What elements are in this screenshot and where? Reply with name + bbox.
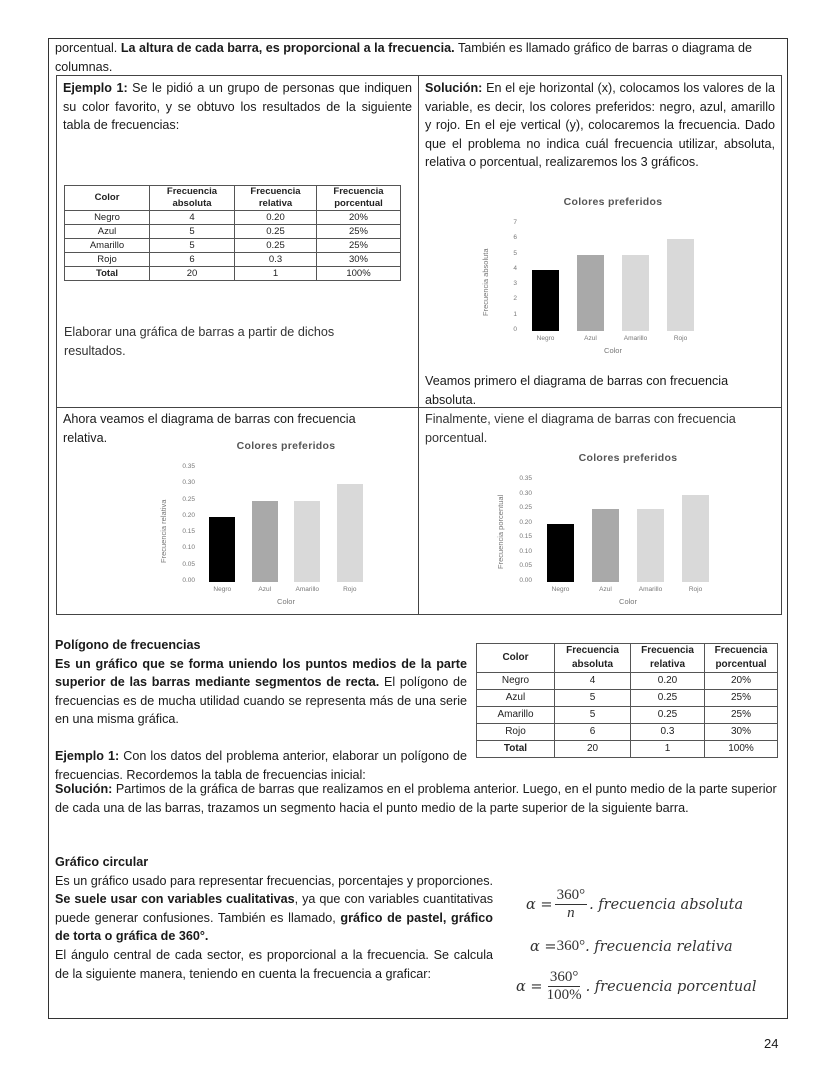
y-tick-label: 2 [513, 295, 517, 303]
y-tick-label: 4 [513, 264, 517, 272]
x-tick-label: Azul [599, 586, 612, 593]
y-tick-label: 0.20 [519, 518, 532, 526]
y-tick-label: 0.30 [182, 479, 195, 487]
polygon-heading: Polígono de frecuencias [55, 638, 201, 652]
formula-percent: α = $\frac{360^\circ}{100\%}$ . frecuencia porcentual [516, 969, 757, 1003]
x-tick-label: Rojo [673, 335, 688, 342]
example-label: Ejemplo 1: [63, 81, 128, 95]
table-row: Rojo 6 0.3 30% [477, 724, 778, 741]
example-text: Se le pidió a un grupo de personas que indiquen su color favorito, y se obtuvo los resultados de la siguiente tabla de frecuencias: [63, 81, 412, 133]
polygon-example: Ejemplo 1: Con los datos del problema anterior, elaborar un polígono de frecuencias. Recordemos la tabla de frecuencias inicial: [55, 748, 468, 782]
x-tick-label: Amarillo [638, 586, 663, 593]
bar-amarillo [637, 509, 665, 582]
table-row: Amarillo 5 0.25 25% [65, 239, 401, 253]
x-axis-label: Color [277, 597, 295, 606]
circular-angle-text: El ángulo central de cada sector, es proporcional a la frecuencia. Se calcula de la siguiente manera, teniendo en cuenta la frecuencia a graficar: [55, 947, 493, 981]
x-tick-label: Rojo [343, 586, 357, 593]
frequency-table [64, 185, 401, 281]
caption-absolute: Veamos primero el diagrama de barras con frecuencia absoluta. [425, 374, 729, 407]
relative-cell [57, 408, 419, 614]
chart-title: Colores preferidos [236, 440, 336, 452]
table-row: Negro 4 0.20 20% [477, 673, 778, 690]
example-statement [63, 79, 412, 135]
polygon-solution-label: Solución: [55, 782, 113, 796]
intro-text: porcentual. [55, 41, 121, 55]
bar-amarillo [622, 255, 650, 331]
table-row: Azul 5 0.25 25% [477, 690, 778, 707]
example-cell [57, 76, 419, 408]
header-color: Color [65, 186, 150, 211]
y-tick-label: 0.20 [182, 511, 195, 519]
y-tick-label: 0.35 [519, 475, 532, 482]
table-row: Azul 5 0.25 25% [65, 225, 401, 239]
x-tick-label: Negro [213, 586, 232, 593]
table-header-row: Color Frecuencia absoluta Frecuencia relativa Frecuencia porcentual [477, 644, 778, 673]
bar-rojo [337, 484, 363, 582]
bar-chart-percent [494, 452, 724, 612]
polygon-definition [55, 655, 467, 729]
y-tick-label: 0.30 [519, 489, 532, 497]
intro-bold: La altura de cada barra, es proporcional a la frecuencia. [120, 41, 455, 55]
bar-negro [532, 270, 560, 331]
table-header-row [65, 186, 401, 211]
caption-percent: Finalmente, viene el diagrama de barras con frecuencia porcentual. [425, 412, 736, 445]
x-axis-label: Color [619, 597, 637, 606]
polygon-definition-bold: Es un gráfico que se forma uniendo los puntos medios de la parte superior de las barras mediante segmentos de recta. [55, 656, 467, 690]
y-tick-label: 0.05 [182, 560, 195, 568]
formula-absolute: α = $\frac{360^\circ}{n}$ . frecuencia absoluta [526, 887, 744, 921]
page-number: 24 [764, 1036, 779, 1051]
bar-azul [252, 501, 278, 582]
y-tick-label: 0.10 [519, 547, 532, 555]
chart-title: Colores preferidos [578, 452, 678, 464]
x-tick-label: Azul [584, 335, 597, 342]
table-row: Amarillo 5 0.25 25% [477, 707, 778, 724]
chart-title: Colores preferidos [563, 196, 663, 208]
bar-chart-relative [157, 440, 377, 612]
polygon-frequency-table [476, 643, 778, 758]
x-tick-label: Azul [258, 586, 272, 593]
bar-rojo [682, 495, 710, 582]
table-total-row: Total 20 1 100% [65, 267, 401, 281]
percent-cell [419, 408, 781, 614]
bar-chart-absolute [479, 196, 709, 361]
solution-text: Solución: En el eje horizontal (x), colocamos los valores de la variable, es decir, los colores preferidos: negro, azul, amarillo y rojo. En el eje vertical (y), colocaremos la frecuencia. Dado que el problema no indica cuál frecuencia utilizar, absoluta, relativa o porcentual, realizaremos los 3 gráficos. [425, 81, 775, 170]
x-tick-label: Rojo [688, 586, 703, 593]
bar-chart-example-grid [56, 75, 782, 615]
y-tick-label: 0.00 [519, 577, 532, 584]
intro-text-end: También es llamado gráfico de barras o diagrama de columnas. [55, 41, 752, 74]
y-tick-label: 0.10 [182, 544, 195, 552]
bar-negro [547, 524, 575, 582]
formula-relative: α = 360° . frecuencia relativa [530, 938, 733, 955]
y-tick-label: 7 [513, 219, 517, 226]
intro-paragraph [55, 39, 783, 76]
y-tick-label: 0.35 [182, 463, 195, 470]
table-row: Rojo 6 0.3 30% [65, 253, 401, 267]
y-tick-label: 0.25 [182, 495, 195, 503]
header-relative: Frecuencia relativa [235, 186, 317, 211]
y-tick-label: 0.00 [182, 577, 195, 584]
caption-relative: Ahora veamos el diagrama de barras con frecuencia relativa. [63, 412, 356, 445]
polygon-example-label: Ejemplo 1: [55, 748, 120, 763]
x-tick-label: Negro [551, 586, 570, 593]
bar-azul [592, 509, 620, 582]
x-tick-label: Amarillo [623, 335, 648, 342]
circular-section [55, 853, 493, 983]
solution-label: Solución: [425, 81, 483, 95]
y-axis-label: Frecuencia absoluta [481, 247, 490, 316]
y-tick-label: 3 [513, 280, 517, 288]
polygon-definition-rest: El polígono de frecuencias es de mucha utilidad cuando se representa más de una serie en una misma gráfica. [55, 675, 467, 727]
y-tick-label: 6 [513, 234, 517, 242]
circular-definition: Es un gráfico usado para representar frecuencias, porcentajes y proporciones. Se suele usar con variables cualitativas, ya que con variables cuantitativas puede generar confusiones. También es llamado, gráfico de pastel, gráfico de torta o gráfica de 360°. [55, 873, 494, 944]
polygon-solution: Solución: Partimos de la gráfica de barras que realizamos en el problema anterior. Luego, en el punto medio de la parte superior de cada una de las barras, trazamos un segmento hacia el punto medio de la parte superior de la siguiente barra. [55, 782, 777, 815]
y-axis-label: Frecuencia porcentual [496, 494, 505, 569]
solution-cell [419, 76, 781, 408]
x-axis-label: Color [604, 346, 622, 355]
table-row: Negro 4 0.20 20% [65, 211, 401, 225]
circular-heading: Gráfico circular [55, 855, 149, 869]
y-tick-label: 0.05 [519, 562, 532, 570]
bar-rojo [667, 239, 695, 331]
header-percent: Frecuencia porcentual [317, 186, 401, 211]
y-tick-label: 1 [513, 310, 517, 318]
bar-amarillo [294, 501, 320, 582]
y-tick-label: 0.25 [519, 504, 532, 512]
y-axis-label: Frecuencia relativa [159, 499, 168, 563]
table-total-row: Total 20 1 100% [477, 741, 778, 758]
y-tick-label: 0.15 [519, 533, 532, 541]
header-absolute: Frecuencia absoluta [150, 186, 235, 211]
example-instruction: Elaborar una gráfica de barras a partir de dichos resultados. [64, 325, 335, 358]
x-tick-label: Negro [536, 335, 555, 342]
y-tick-label: 0.15 [182, 528, 195, 536]
polygon-frequency-table-wrap [476, 643, 778, 758]
bar-azul [577, 255, 605, 331]
y-tick-label: 5 [513, 249, 517, 257]
x-tick-label: Amarillo [295, 586, 319, 593]
bar-negro [209, 517, 235, 582]
polygon-section [55, 636, 467, 784]
y-tick-label: 0 [513, 326, 517, 333]
